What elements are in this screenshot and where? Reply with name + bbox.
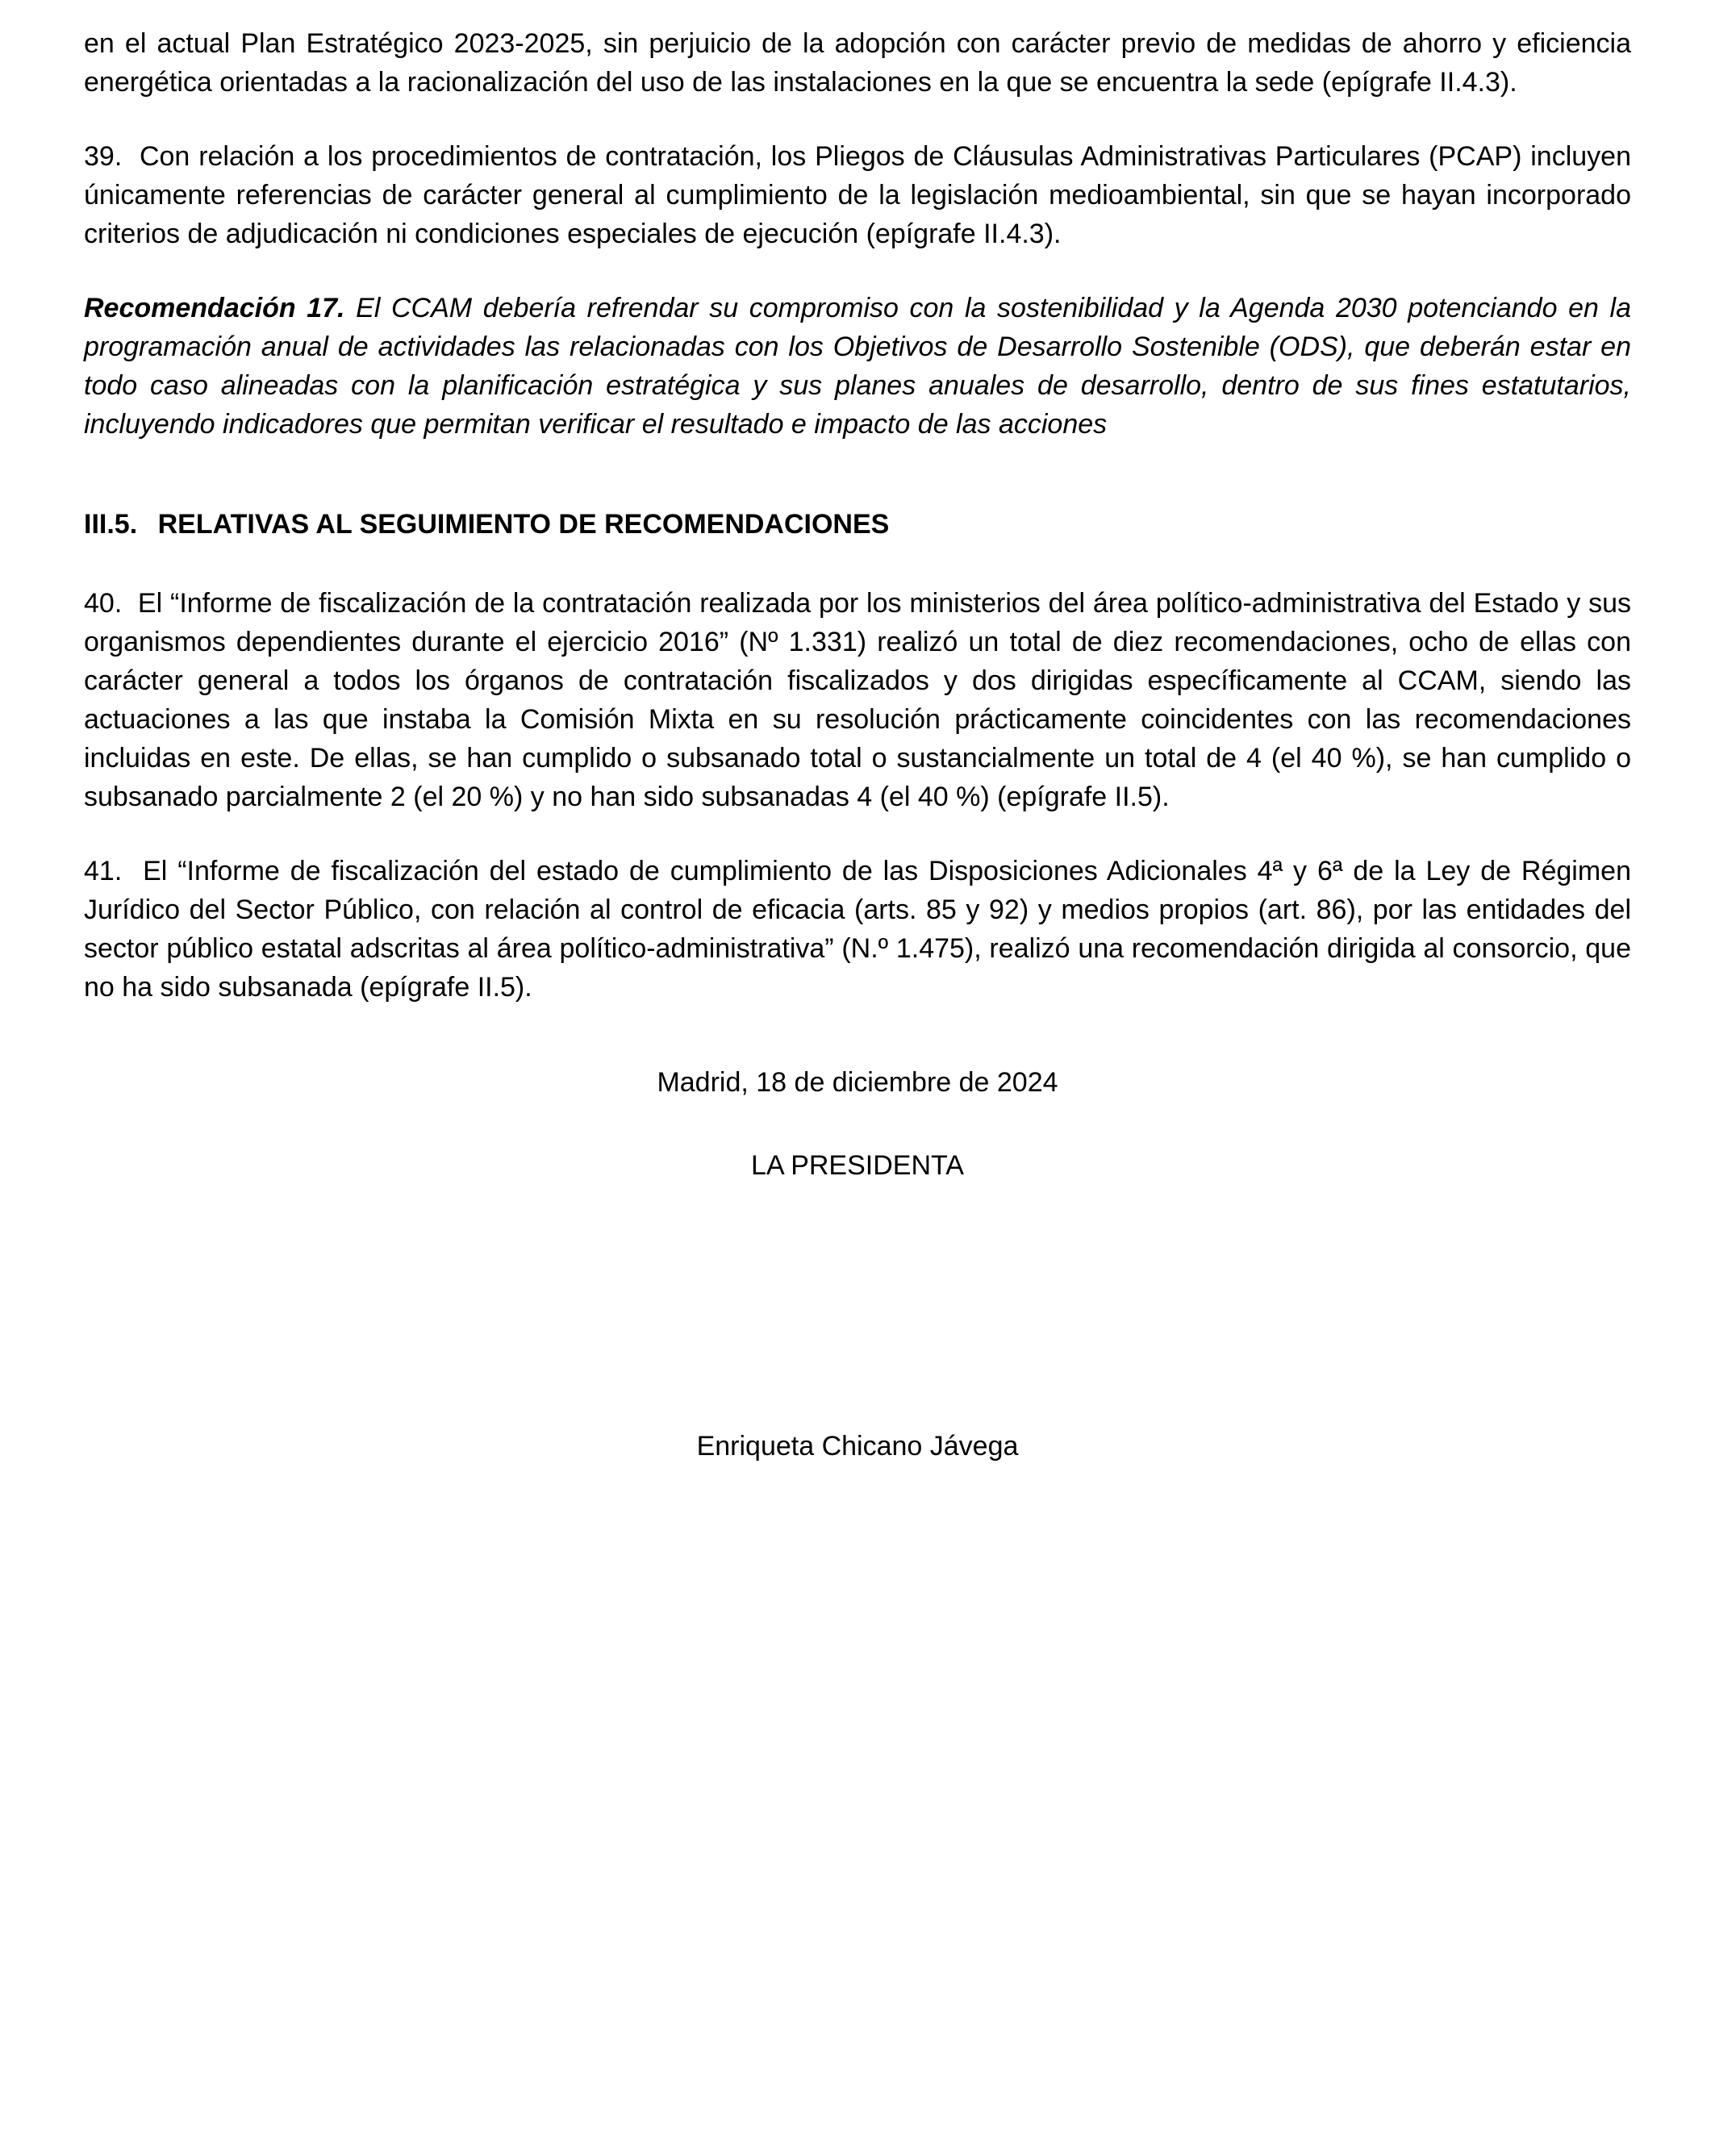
- recommendation-17-label: Recomendación 17.: [84, 293, 345, 323]
- section-heading-number: III.5.: [84, 509, 138, 540]
- date-place-line: Madrid, 18 de diciembre de 2024: [657, 1067, 1058, 1098]
- section-heading-iii5: [84, 505, 1631, 544]
- recommendation-17-body: El CCAM debería refrendar su compromiso con la sostenibilidad y la Agenda 2030 potenciando en la programación anual de actividades las relacionadas con los Objetivos de Desarrollo Sostenible (ODS), que deberán estar en todo caso alineadas con la planificación estratégica y sus planes anuales de desarrollo, dentro de sus fines estatutarios, incluyendo indicadores que permitan verificar el resultado e impacto de las acciones: [84, 293, 1632, 440]
- paragraph-continuation: en el actual Plan Estratégico 2023-2025, sin perjuicio de la adopción con carácter previo de medidas de ahorro y eficiencia energética orientadas a la racionalización del uso de las instalaciones en la que se encuentra la sede (epígrafe II.4.3).: [84, 28, 1631, 98]
- signature-name: Enriqueta Chicano Jávega: [696, 1431, 1019, 1462]
- section-heading-text: RELATIVAS AL SEGUIMIENTO DE RECOMENDACIONES: [157, 509, 890, 540]
- paragraph-41: 41. El “Informe de fiscalización del estado de cumplimiento de las Disposiciones Adicionales 4ª y 6ª de la Ley de Régimen Jurídico del Sector Público, con relación al control de eficacia (arts. 85 y 92) y medios propios (art. 86), por las entidades del sector público estatal adscritas al área político-administrativa” (N.º 1.475), realizó una recomendación dirigida al consorcio, que no ha sido subsanada (epígrafe II.5).: [84, 856, 1631, 1003]
- paragraph-40: 40. El “Informe de fiscalización de la contratación realizada por los ministerios del área político-administrativa del Estado y sus organismos dependientes durante el ejercicio 2016” (Nº 1.331) realizó un total de diez recomendaciones, ocho de ellas con carácter general a todos los órganos de contratación fiscalizados y dos dirigidas específicamente al CCAM, siendo las actuaciones a las que instaba la Comisión Mixta en su resolución prácticamente coincidentes con las recomendaciones incluidas en este. De ellas, se han cumplido o subsanado total o sustancialmente un total de 4 (el 40 %), se han cumplido o subsanado parcialmente 2 (el 20 %) y no han sido subsanadas 4 (el 40 %) (epígrafe II.5).: [84, 588, 1631, 812]
- signature-title: LA PRESIDENTA: [751, 1150, 964, 1181]
- paragraph-39: 39. Con relación a los procedimientos de contratación, los Pliegos de Cláusulas Administrativas Particulares (PCAP) incluyen únicamente referencias de carácter general al cumplimiento de la legislación medioambiental, sin que se hayan incorporado criterios de adjudicación ni condiciones especiales de ejecución (epígrafe II.4.3).: [84, 141, 1631, 249]
- recommendation-17: [84, 289, 1631, 444]
